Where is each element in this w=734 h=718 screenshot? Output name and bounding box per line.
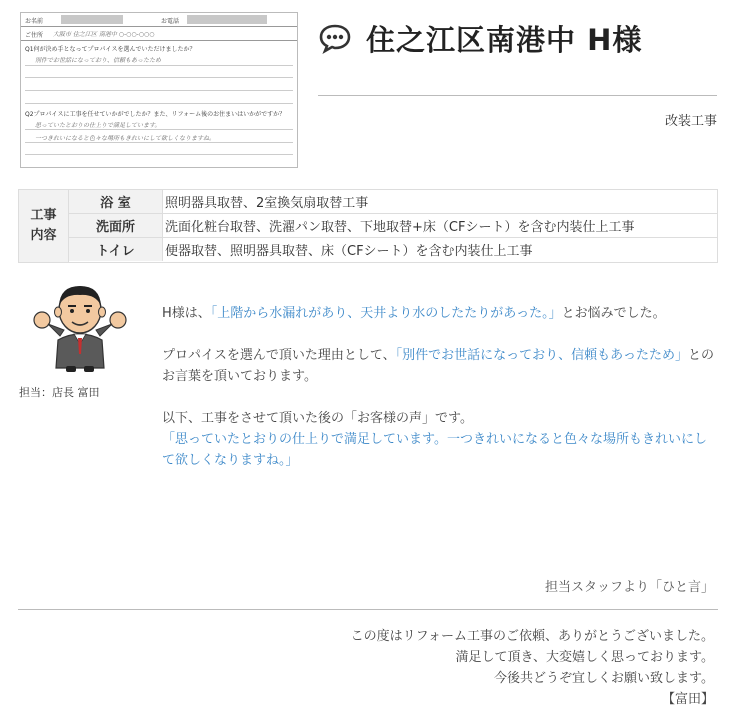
message-paragraph-2 xyxy=(162,345,718,387)
form-question-1: Q1何が決め手となってプロパイスを選んでいただけましたか？ xyxy=(25,46,196,53)
staff-name: 担当：店長 富田 xyxy=(19,386,100,399)
table-row xyxy=(69,190,717,214)
form-name-label: お名前 xyxy=(25,18,44,25)
message-quote: 「上階から水漏れがあり、天井より水のしたたりがあった。」 xyxy=(210,306,562,321)
comment-line: 今後共どうぞ宜しくお願い致します。 xyxy=(494,671,714,686)
table-place: 洗面所 xyxy=(69,214,163,237)
table-place: 浴 室 xyxy=(69,190,163,213)
works-header-line: 工事 xyxy=(30,208,57,223)
redacted-name xyxy=(61,15,123,24)
message-text: プロパイスを選んで頂いた理由として、 xyxy=(162,348,396,363)
comment-line: 満足して頂き、大変嬉しく思っております。 xyxy=(455,650,714,665)
form-rule xyxy=(25,129,293,130)
table-desc: 洗面化粧台取替、洗濯パン取替、下地取替+床（CFシート）を含む内装仕上工事 xyxy=(165,220,635,235)
staff-comment xyxy=(351,626,714,710)
form-rule xyxy=(25,103,293,104)
form-address-label: ご住所 xyxy=(25,32,44,39)
page-heading xyxy=(318,16,642,60)
message-paragraph-1 xyxy=(162,303,718,324)
message-text: H様は、 xyxy=(162,306,211,321)
divider xyxy=(318,95,717,96)
form-question-2: Q2プロパイスに工事を任せていかがでしたか？また、リフォーム後のお住まいはいかがですか？ xyxy=(25,111,286,118)
work-category: 改装工事 xyxy=(664,114,717,129)
form-row-name xyxy=(21,13,297,27)
form-answer-1: 別件でお世話になっており、信頼もあったため xyxy=(35,57,161,64)
table-desc: 便器取替、照明器具取替、床（CFシート）を含む内装仕上工事 xyxy=(165,244,533,259)
staff-comment-heading: 担当スタッフより「ひと言」 xyxy=(544,580,714,595)
message-quote: 「別件でお世話になっており、信頼もあったため」 xyxy=(395,348,688,363)
form-address-value: 大阪市 住之江区 南港中 ○-○○-○○○ xyxy=(53,31,155,38)
form-rule xyxy=(25,65,293,66)
form-rule xyxy=(25,142,293,143)
table-row xyxy=(69,214,717,238)
speech-bubble-icon xyxy=(318,21,352,55)
comment-line: この度はリフォーム工事のご依頼、ありがとうございました。 xyxy=(350,629,714,644)
form-answer-2-line-1: 思っていたとおりの仕上りで満足しています。 xyxy=(35,122,161,129)
message-text: とお悩みでした。 xyxy=(561,306,666,321)
questionnaire-image xyxy=(20,12,298,168)
form-rule xyxy=(25,90,293,91)
table-row xyxy=(69,238,717,262)
table-place: トイレ xyxy=(69,238,163,261)
works-header-line: 内容 xyxy=(30,228,57,243)
form-answer-2-line-2: 一つきれいになると色々な場所もきれいにして欲しくなりますね。 xyxy=(35,135,216,142)
works-header xyxy=(19,190,69,262)
message-paragraph-3 xyxy=(162,408,718,471)
redacted-phone xyxy=(187,15,267,24)
divider xyxy=(18,609,718,610)
message-text: とのお言葉を頂いております。 xyxy=(162,348,715,384)
form-row-address xyxy=(21,26,297,41)
message-text: 以下、工事をさせて頂いた後の「お客様の声」です。 xyxy=(162,411,473,426)
page-title: 住之江区南港中 H様 xyxy=(366,22,643,57)
table-desc: 照明器具取替、2室換気扇取替工事 xyxy=(165,196,369,211)
form-phone-label: お電話 xyxy=(161,18,180,25)
comment-signature: 【富田】 xyxy=(661,692,714,707)
message-quote: 「思っていたとおりの仕上りで満足しています。一つきれいになると色々な場所もきれいにして欲しくなりますね。」 xyxy=(162,432,707,468)
staff-avatar xyxy=(30,278,130,374)
form-rule xyxy=(25,154,293,155)
works-table xyxy=(18,189,718,263)
form-rule xyxy=(25,77,293,78)
